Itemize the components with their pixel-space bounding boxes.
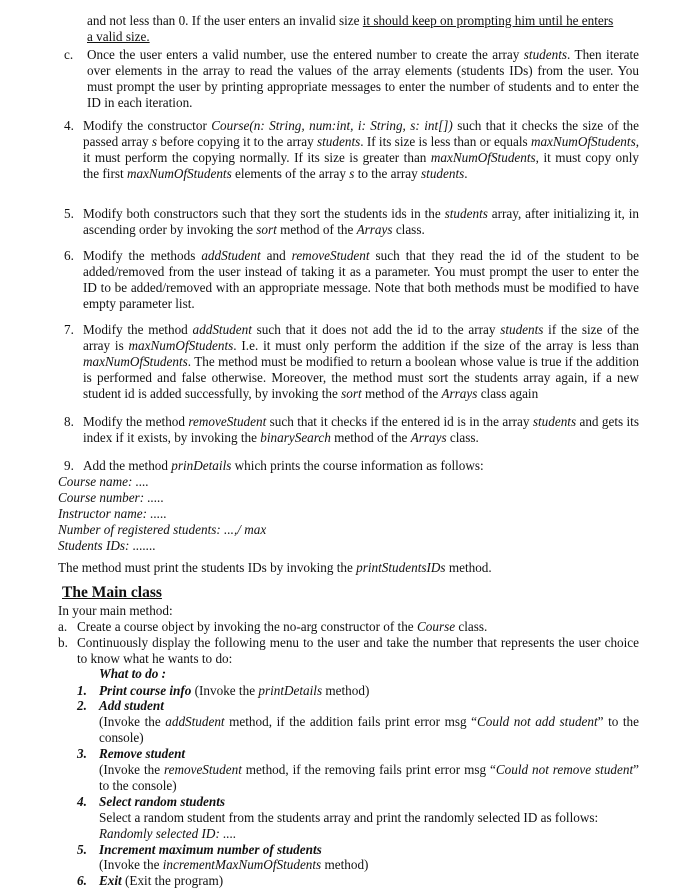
intro-line-2: a valid size. (87, 29, 150, 44)
item-5-text: Modify both constructors such that they sort the students ids in the students array, after initializing it, in ascending order by invoking the sort method of the Arrays class. (83, 206, 639, 237)
menu-1-number: 1. (77, 683, 87, 698)
menu-4-number: 4. (77, 794, 87, 809)
item-9-number: 9. (64, 458, 74, 473)
detail-course-name: Course name: .... (58, 474, 149, 489)
main-b-label: b. (58, 635, 68, 650)
item-6-number: 6. (64, 248, 74, 263)
item-9-after: The method must print the students IDs by invoking the printStudentsIDs method. (58, 560, 492, 575)
menu-4-title: Select random students (99, 794, 226, 809)
item-7-number: 7. (64, 322, 74, 337)
menu-4-text: Select a random student from the students array and print the randomly selected ID as follows: (99, 810, 599, 825)
main-a-text: Create a course object by invoking the no-arg constructor of the Course class. (77, 619, 488, 634)
menu-3-title: Remove student (99, 746, 186, 761)
item-8-text: Modify the method removeStudent such that it checks if the entered id is in the array students and gets its index if it exists, by invoking the binarySearch method of the Arrays class. (83, 414, 639, 445)
detail-students-ids: Students IDs: ....... (58, 538, 156, 553)
intro-line-1: and not less than 0. If the user enters an invalid size it should keep on prompting him until he enters (87, 13, 614, 28)
item-9-text: Add the method prinDetails which prints the course information as follows: (83, 458, 484, 473)
detail-instructor-name: Instructor name: ..... (58, 506, 167, 521)
item-7-text: Modify the method addStudent such that it does not add the id to the array students if the size of the array is maxNumOfStudents. I.e. it must only perform the addition if the size of the array is less than maxNumOfStudents. The method must be modified to return a boolean whose value is true if the addition is performed and false otherwise. Moreover, the method must sort the students array again, if a new student id is added successfully, by invoking the sort method of the Arrays class again (83, 322, 639, 401)
main-class-heading: The Main class (62, 584, 162, 601)
menu-title: What to do : (99, 666, 167, 681)
main-b-text: Continuously display the following menu to the user and take the number that represents the user choice to know what he wants to do: (77, 635, 639, 666)
menu-6-number: 6. (77, 873, 87, 888)
main-a-label: a. (58, 619, 68, 634)
item-4-text: Modify the constructor Course(n: String, num:int, i: String, s: int[]) such that it checks the size of the passed array s before copying it to the array students. If its size is less than or equals maxNumOfStudents, it must perform the copying normally. If its size is greater than maxNumOfStudents, it must copy only the first maxNumOfStudents elements of the array s to the array students. (83, 118, 639, 181)
detail-course-number: Course number: ..... (58, 490, 164, 505)
menu-5-title: Increment maximum number of students (99, 842, 322, 857)
menu-3-number: 3. (77, 746, 87, 761)
item-8-number: 8. (64, 414, 74, 429)
menu-4-sample: Randomly selected ID: .... (99, 826, 237, 841)
item-4-number: 4. (64, 118, 74, 133)
menu-5-text: (Invoke the incrementMaxNumOfStudents method) (99, 857, 369, 872)
menu-2-title: Add student (99, 698, 164, 713)
item-5-number: 5. (64, 206, 74, 221)
menu-3-text: (Invoke the removeStudent method, if the removing fails print error msg “Could not remove student” to the console) (99, 762, 639, 793)
detail-registered-students: Number of registered students: ...,/ max (58, 522, 267, 537)
menu-2-text: (Invoke the addStudent method, if the addition fails print error msg “Could not add student” to the console) (99, 714, 640, 745)
main-intro: In your main method: (58, 603, 173, 618)
menu-2-number: 2. (77, 698, 87, 713)
item-6-text: Modify the methods addStudent and removeStudent such that they read the id of the student to be added/removed from the user instead of taking it as a parameter. You must prompt the user to enter the ID to be added/removed with an appropriate message. Note that both methods must be modified to have empty parameter list. (83, 248, 639, 311)
menu-1-text: Print course info (Invoke the printDetails method) (99, 683, 370, 698)
item-c-text: Once the user enters a valid number, use the entered number to create the array students. Then iterate over elements in the array to read the values of the array elements (students IDs) from the user. You must prompt the user by printing appropriate messages to enter the number of students and to enter the ID in each iteration. (87, 47, 639, 110)
menu-5-number: 5. (77, 842, 87, 857)
item-c-label: c. (64, 47, 74, 62)
menu-6-text: Exit (Exit the program) (99, 873, 224, 888)
